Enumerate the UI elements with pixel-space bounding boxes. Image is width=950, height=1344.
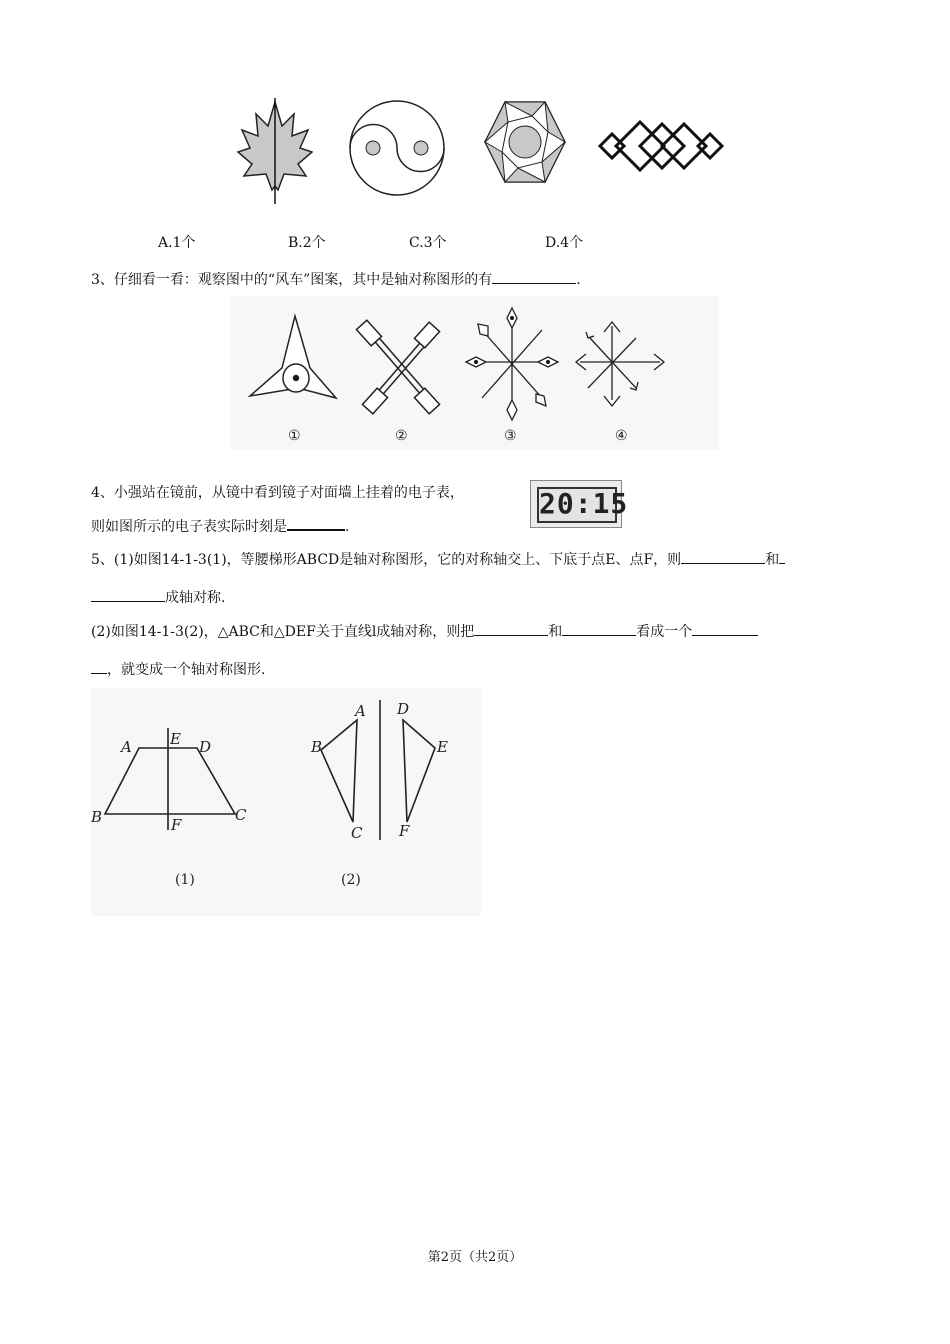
q3-pinwheel-figures	[230, 296, 718, 450]
q5-blank-2-start[interactable]	[779, 549, 785, 564]
q5-blank-5-end[interactable]	[91, 659, 107, 674]
q5-blank-3[interactable]	[474, 621, 548, 636]
clock-display: 20:15	[539, 487, 629, 520]
q5-part1-line1: 5、(1)如图14-1-3(1)，等腰梯形ABCD是轴对称图形，它的对称轴交上、下底于点E、点F，则 和	[91, 549, 785, 570]
hexagon-pinwheel-figure	[485, 102, 565, 182]
label-c1: C	[235, 806, 247, 824]
label-b1: B	[91, 808, 103, 826]
pinwheel-2	[356, 320, 439, 414]
pinwheel-1	[250, 316, 336, 398]
option-d[interactable]: D.4个	[545, 235, 584, 251]
fig-caption-1: (1)	[175, 872, 195, 888]
label-f2: F	[399, 822, 410, 840]
pinwheel-3	[466, 308, 558, 420]
q4-answer-blank[interactable]	[287, 515, 345, 531]
caption-3: ③	[504, 428, 517, 444]
q5-part2-line1: (2)如图14-1-3(2)，△ABC和△DEF关于直线l成轴对称，则把 和 看成一个	[91, 621, 758, 642]
digital-clock	[530, 480, 629, 528]
fig-caption-2: (2)	[341, 872, 361, 888]
label-e2: E	[437, 738, 448, 756]
option-c[interactable]: C.3个	[409, 235, 447, 251]
q5-figures	[91, 688, 481, 916]
caption-1: ①	[288, 428, 301, 444]
caption-2: ②	[395, 428, 408, 444]
q5-blank-4[interactable]	[562, 621, 636, 636]
option-a[interactable]: A.1个	[158, 235, 196, 251]
label-a2: A	[355, 702, 366, 720]
label-f1: F	[171, 816, 182, 834]
label-c2: C	[351, 824, 363, 842]
label-d1: D	[199, 738, 212, 756]
page-footer: 第2页（共2页）	[427, 1250, 523, 1265]
label-d2: D	[397, 700, 410, 718]
q5-blank-1[interactable]	[681, 549, 765, 564]
q3-answer-blank[interactable]	[492, 269, 576, 284]
q5-blank-2[interactable]	[91, 587, 165, 602]
label-b2: B	[311, 738, 323, 756]
q5-part2-line2: ，就变成一个轴对称图形.	[91, 659, 265, 680]
q5-blank-5[interactable]	[692, 621, 758, 636]
mirror-triangles-figure	[321, 700, 435, 840]
q4-question-line1: 4、小强站在镜前，从镜中看到镜子对面墙上挂着的电子表，	[91, 485, 464, 501]
maple-leaf-figure	[238, 98, 312, 204]
option-b[interactable]: B.2个	[288, 235, 326, 251]
q5-part1-line2: 成轴对称.	[91, 587, 225, 608]
q4-question-line2: 则如图所示的电子表实际时刻是 .	[91, 515, 349, 537]
yin-yang-figure	[350, 101, 444, 195]
q2-figures	[220, 90, 730, 210]
label-e1: E	[170, 730, 181, 748]
q3-question: 3、仔细看一看：观察图中的“风车”图案，其中是轴对称图形的有 .	[91, 269, 581, 290]
caption-4: ④	[615, 428, 628, 444]
pinwheel-4	[576, 322, 664, 406]
knot-chain-figure	[600, 122, 722, 170]
label-a1: A	[121, 738, 132, 756]
